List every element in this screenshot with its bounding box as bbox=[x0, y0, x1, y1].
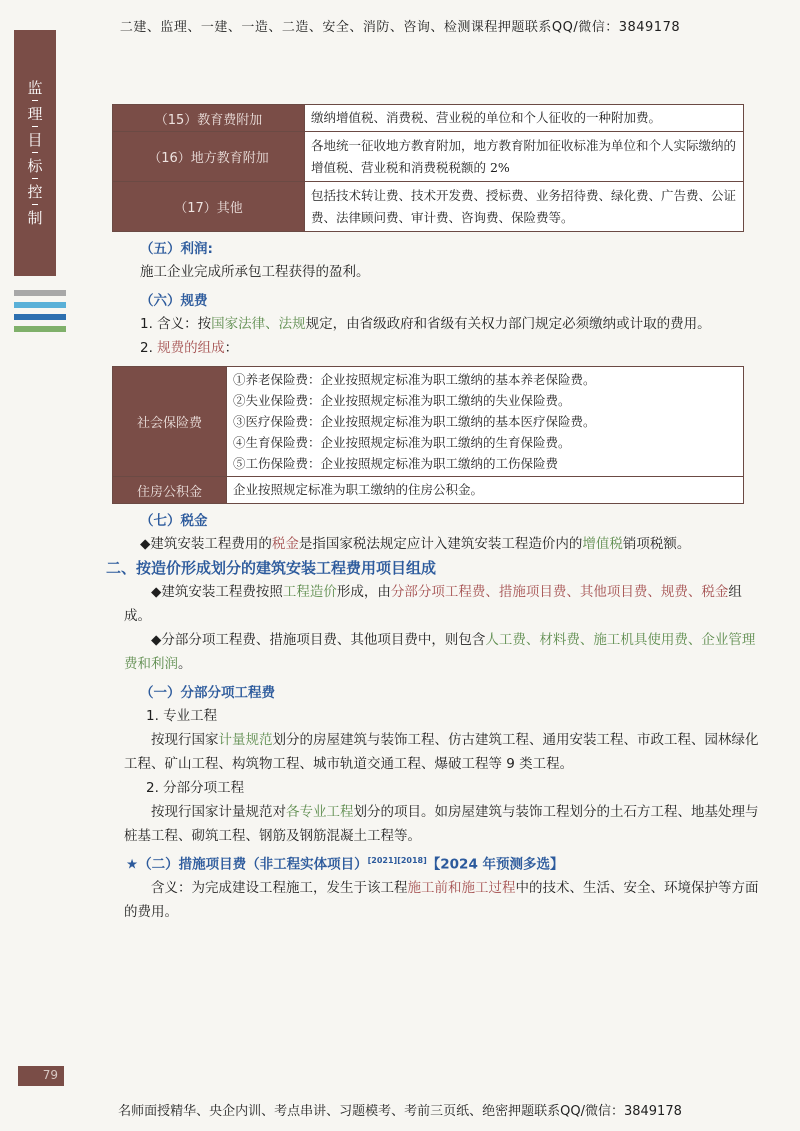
text-run: 划分的房屋建筑与装饰工程、仿古建筑工程、通用安装工程、市政工程、园林绿化工程、矿山工程、构筑物工程、城市轨道交通工程、爆破工程等 9 类工程。 bbox=[124, 732, 759, 772]
fees-composition bbox=[140, 336, 762, 360]
footer-banner: 名师面授精华、央企内训、考点串讲、习题模考、考前三页纸、绝密押题联系QQ/微信：3849178 bbox=[118, 1104, 682, 1119]
text-run: 含义：为完成建设工程施工，发生于该工程 bbox=[151, 879, 408, 896]
table-row bbox=[113, 477, 744, 504]
item-title: 2. 分部分项工程 bbox=[146, 780, 245, 796]
tax-heading: （七）税金 bbox=[140, 513, 208, 529]
color-stripe bbox=[14, 290, 66, 296]
paragraph bbox=[124, 728, 762, 776]
list-item: ③医疗保险费：企业按照规定标准为职工缴纳的基本医疗保险费。 bbox=[233, 414, 596, 429]
subsection-heading bbox=[126, 850, 762, 876]
side-tab-char: 监 bbox=[27, 78, 43, 97]
text-run: 按现行国家计量规范对 bbox=[151, 804, 286, 820]
paragraph bbox=[124, 876, 762, 924]
highlight-text: 规费的组成 bbox=[157, 340, 225, 356]
prediction-tag: 【2024 年预测多选】 bbox=[426, 856, 564, 873]
row-text: 各地统一征收地方教育附加，地方教育附加征收标准为单位和个人实际缴纳的增值税、营业税和消费税税额的 2% bbox=[305, 132, 744, 182]
side-tab-char: 理 bbox=[27, 104, 43, 123]
paragraph bbox=[124, 800, 762, 848]
highlight-text: 施工前和施工过程 bbox=[407, 879, 516, 896]
table-row bbox=[113, 132, 744, 182]
header-banner: 二建、监理、一建、一造、二造、安全、消防、咨询、检测课程押题联系QQ/微信：3849178 bbox=[119, 20, 681, 35]
row-label: （17）其他 bbox=[113, 182, 305, 232]
fees-table bbox=[112, 366, 744, 504]
subsection-heading: （一）分部分项工程费 bbox=[140, 685, 275, 701]
side-tab-char: 目 bbox=[27, 130, 43, 149]
text-run: ： bbox=[224, 340, 239, 356]
side-tab-char: 控 bbox=[27, 182, 43, 201]
exam-years: [2021][2018] bbox=[367, 856, 427, 865]
text-run: 按现行国家 bbox=[151, 732, 219, 748]
highlight-text: 分部分项工程费、措施项目费、其他项目费、规费、税金 bbox=[390, 584, 729, 600]
list-item: ⑤工伤保险费：企业按照规定标准为职工缴纳的工伤保险费 bbox=[233, 456, 559, 471]
row-label: （16）地方教育附加 bbox=[113, 132, 305, 182]
list-item: ④生育保险费：企业按照规定标准为职工缴纳的生育保险费。 bbox=[233, 435, 571, 450]
side-tab-char: 标 bbox=[27, 156, 43, 175]
text-run: ◆分部分项工程费、措施项目费、其他项目费中，则包含 bbox=[151, 632, 486, 648]
text-run: 销项税额。 bbox=[622, 536, 691, 552]
side-tab-char: 制 bbox=[27, 208, 43, 227]
profit-heading: （五）利润: bbox=[140, 241, 213, 257]
table-row bbox=[113, 367, 744, 477]
fee-table bbox=[112, 104, 744, 232]
tax-text bbox=[140, 532, 762, 556]
row-text: 缴纳增值税、消费税、营业税的单位和个人征收的一种附加费。 bbox=[305, 105, 744, 132]
fees-heading: （六）规费 bbox=[140, 293, 208, 309]
text-run: ◆建筑安装工程费用的 bbox=[140, 536, 272, 552]
row-text: 包括技术转让费、技术开发费、授标费、业务招待费、绿化费、广告费、公证费、法律顾问费、审计费、咨询费、保险费等。 bbox=[305, 182, 744, 232]
highlight-text: 工程造价 bbox=[282, 584, 337, 600]
table-row bbox=[113, 182, 744, 232]
list-item: ②失业保险费：企业按照规定标准为职工缴纳的失业保险费。 bbox=[233, 393, 571, 408]
row-text: 企业按照规定标准为职工缴纳的住房公积金。 bbox=[227, 477, 744, 504]
highlight-text: 增值税 bbox=[582, 536, 623, 552]
profit-text: 施工企业完成所承包工程获得的盈利。 bbox=[140, 264, 370, 280]
text-run: 2. bbox=[140, 340, 158, 356]
row-label: 住房公积金 bbox=[113, 477, 227, 504]
list-item: ①养老保险费：企业按照规定标准为职工缴纳的基本养老保险费。 bbox=[233, 372, 596, 387]
color-stripe bbox=[14, 314, 66, 320]
bullet-paragraph bbox=[124, 580, 762, 628]
text-run: 1. 含义：按 bbox=[140, 316, 212, 332]
text-run: ★（二）措施项目费（非工程实体项目） bbox=[126, 856, 368, 873]
highlight-text: 各专业工程 bbox=[286, 804, 354, 820]
page-number: 79 bbox=[18, 1066, 64, 1086]
text-run: 中的技术、生活、安全、环境保护等方面的费用。 bbox=[124, 879, 759, 920]
text-run: ◆建筑安装工程费按照 bbox=[151, 584, 283, 600]
fees-definition bbox=[140, 312, 762, 336]
highlight-text: 人工费、材料费、施工机具使用费、企业管理费和利润 bbox=[124, 632, 756, 672]
page-content bbox=[106, 104, 762, 924]
highlight-text: 税金 bbox=[271, 536, 299, 552]
text-run: 划分的项目。如房屋建筑与装饰工程划分的土石方工程、地基处理与桩基工程、砌筑工程、钢筋及钢筋混凝土工程等。 bbox=[124, 804, 759, 844]
text-run: 。 bbox=[178, 656, 192, 672]
section-title: 二、按造价形成划分的建筑安装工程费用项目组成 bbox=[106, 559, 437, 577]
side-chapter-tab bbox=[14, 30, 56, 276]
item-title: 1. 专业工程 bbox=[146, 708, 218, 724]
row-label: 社会保险费 bbox=[113, 367, 227, 477]
row-text bbox=[227, 367, 744, 477]
color-stripe bbox=[14, 302, 66, 308]
text-run: 是指国家税法规定应计入建筑安装工程造价内的 bbox=[298, 536, 583, 552]
table-row bbox=[113, 105, 744, 132]
text-run: 组成。 bbox=[124, 584, 742, 624]
highlight-text: 国家法律、法规 bbox=[211, 316, 306, 332]
text-run: 形成，由 bbox=[336, 584, 391, 600]
text-run: 规定，由省级政府和省级有关权力部门规定必须缴纳或计取的费用。 bbox=[305, 316, 711, 332]
highlight-text: 计量规范 bbox=[218, 732, 273, 748]
color-stripe bbox=[14, 326, 66, 332]
row-label: （15）教育费附加 bbox=[113, 105, 305, 132]
bullet-paragraph bbox=[124, 628, 762, 676]
